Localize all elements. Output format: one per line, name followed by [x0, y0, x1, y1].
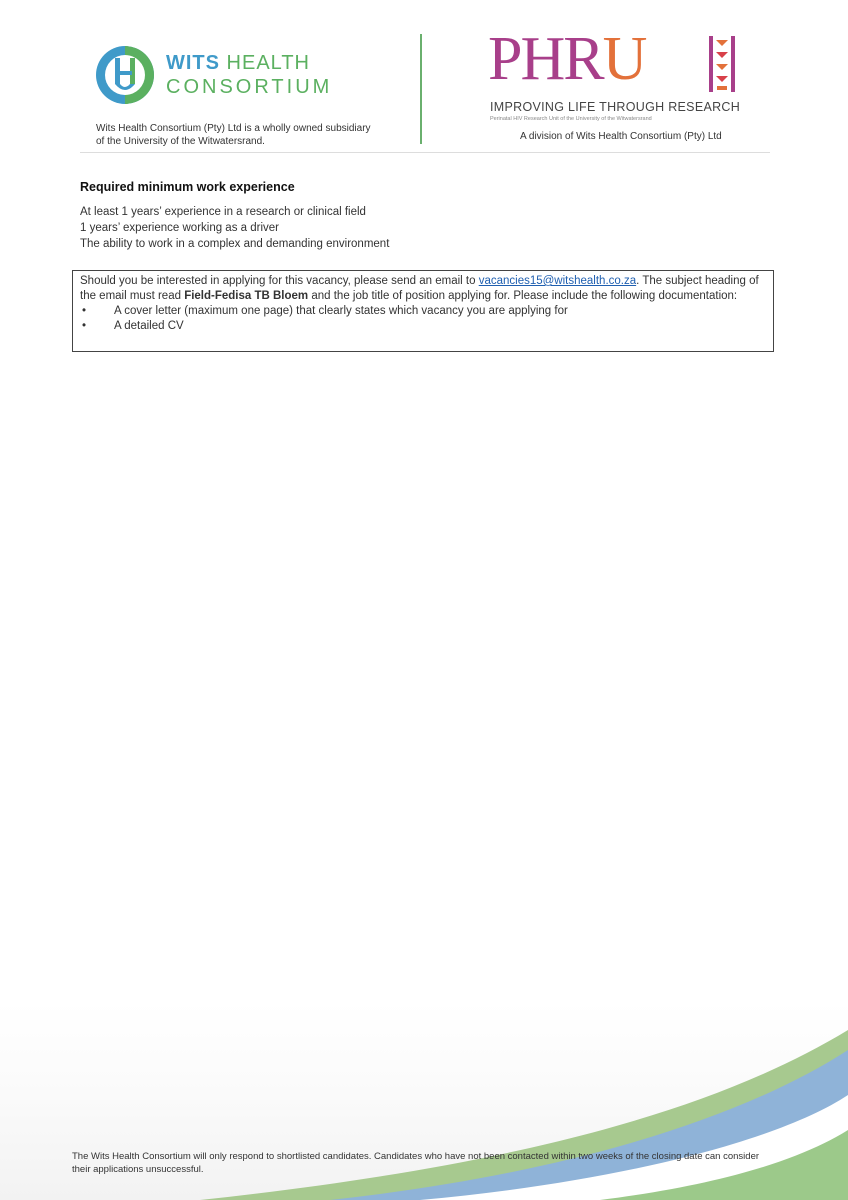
document-item-text: A detailed CV [114, 320, 184, 332]
email-link[interactable]: vacancies15@witshealth.co.za [478, 275, 637, 287]
document-item-text: A cover letter (maximum one page) that clearly states which vacancy you are applying for [114, 305, 568, 317]
phru-tagline: IMPROVING LIFE THROUGH RESEARCH [490, 100, 741, 114]
phru-division-text: A division of Wits Health Consortium (Pty) Ltd [520, 131, 722, 142]
wits-wordmark-bold: WITS [166, 52, 220, 74]
requirement-item: 1 years’ experience working as a driver [80, 222, 279, 234]
wits-logo-wordmark-line2: CONSORTIUM [166, 76, 333, 98]
bullet-icon: • [82, 320, 87, 332]
footer-note: The Wits Health Consortium will only respond to shortlisted candidates. Candidates who have not been contacted within two weeks of the closing date can consider their applications unsuccessful. [72, 1151, 760, 1175]
apply-text-after-email: . The subject heading of the email must read [80, 275, 759, 302]
email-subject-text: Field-Fedisa TB Bloem [184, 290, 309, 302]
phru-wordmark-a: PHR [488, 25, 603, 93]
phru-pattern-icon [708, 36, 736, 92]
wits-wordmark-light: HEALTH [220, 52, 310, 74]
header-rule [80, 152, 770, 153]
requirement-item: At least 1 years’ experience in a research or clinical field [80, 206, 366, 218]
application-paragraph [80, 274, 766, 304]
phru-subtagline: Perinatal HIV Research Unit of the University of the Witwatersrand [490, 116, 652, 122]
document-list-item [80, 304, 766, 319]
document-list-item [80, 319, 766, 334]
apply-intro-text: Should you be interested in applying for this vacancy, please send an email to [80, 275, 479, 287]
wits-health-logo-icon [94, 44, 160, 106]
phru-wordmark-b: U [602, 25, 646, 93]
header-divider [420, 34, 422, 144]
apply-text-after-subject: and the job title of position applying for. Please include the following documentation: [308, 290, 738, 302]
requirement-item: The ability to work in a complex and demanding environment [80, 238, 390, 250]
application-instructions-box [72, 270, 774, 352]
wits-description: Wits Health Consortium (Pty) Ltd is a wholly owned subsidiary of the University of the Witwatersrand. [96, 123, 371, 147]
section-heading: Required minimum work experience [80, 180, 295, 194]
bullet-icon: • [82, 305, 87, 317]
wits-logo-wordmark-line1 [166, 52, 310, 75]
phru-logo-wordmark [488, 25, 646, 93]
